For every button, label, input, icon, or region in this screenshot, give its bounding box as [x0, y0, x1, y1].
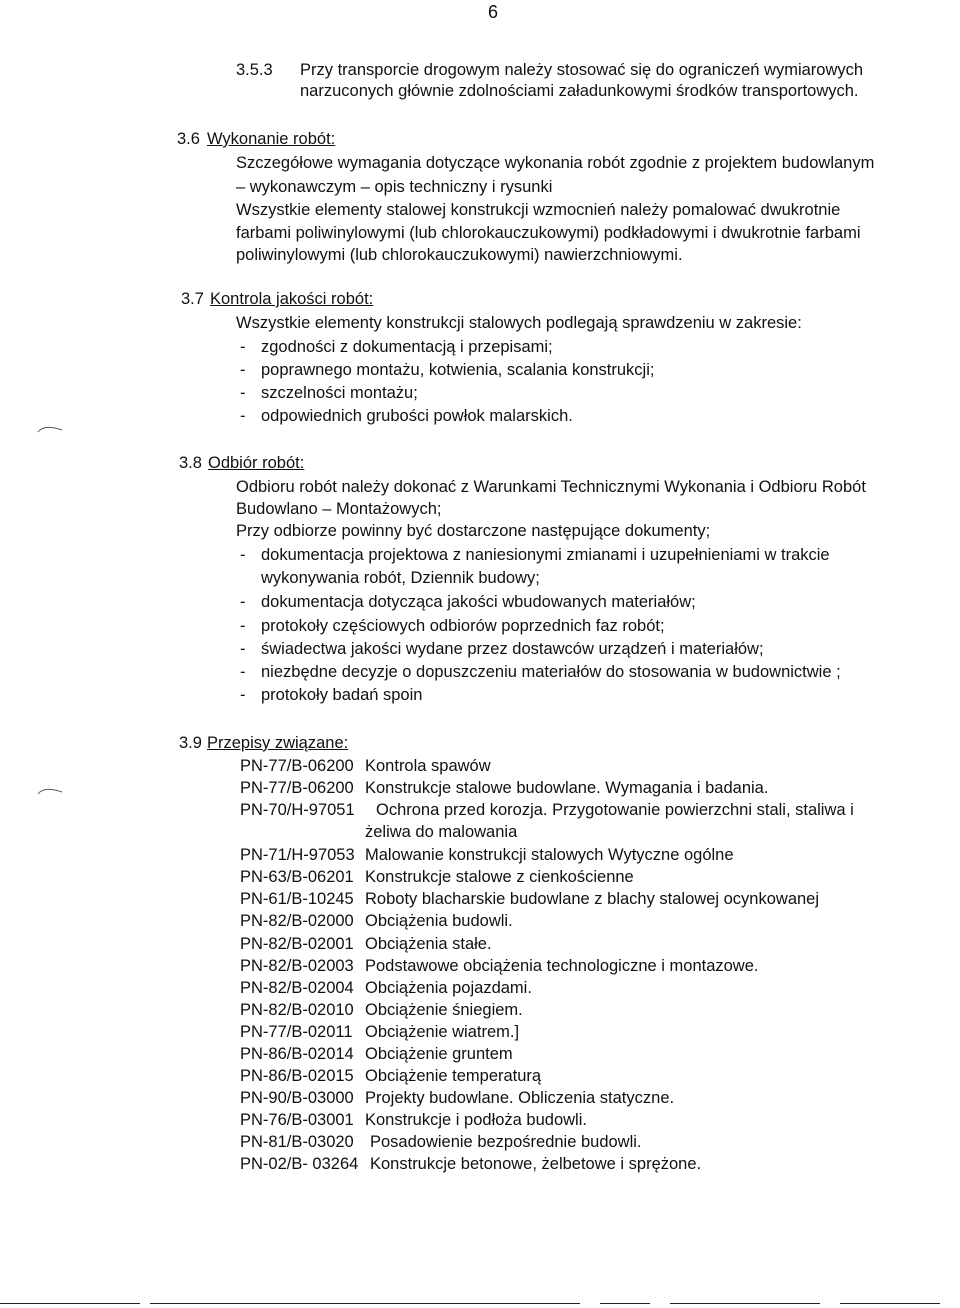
footer-rule — [670, 1303, 820, 1304]
standard-code: PN-76/B-03001 — [240, 1111, 354, 1129]
section-3-7-number: 3.7 — [181, 290, 204, 308]
standard-code: PN-86/B-02014 — [240, 1045, 354, 1063]
footer-rule — [150, 1303, 580, 1304]
standard-description: Projekty budowlane. Obliczenia statyczne. — [365, 1089, 675, 1107]
list-dash: - — [240, 640, 246, 658]
margin-mark — [36, 782, 66, 796]
list-item: wykonywania robót, Dziennik budowy; — [261, 569, 540, 587]
list-item: odpowiednich grubości powłok malarskich. — [261, 407, 573, 425]
list-dash: - — [240, 338, 246, 356]
section-3-6-number: 3.6 — [177, 130, 200, 148]
standard-description: Obciążenia stałe. — [365, 935, 492, 953]
list-item: świadectwa jakości wydane przez dostawców urządzeń i materiałów; — [261, 640, 764, 658]
list-dash: - — [240, 617, 246, 635]
list-dash: - — [240, 384, 246, 402]
section-3-8-heading: Odbiór robót: — [208, 454, 305, 472]
page-number: 6 — [488, 2, 499, 22]
list-item: niezbędne decyzje o dopuszczeniu materiałów do stosowania w budownictwie ; — [261, 663, 841, 681]
section-3-7-heading: Kontrola jakości robót: — [210, 290, 374, 308]
standard-code: PN-81/B-03020 — [240, 1133, 354, 1151]
standard-code: PN-77/B-06200 — [240, 757, 354, 775]
footer-rule — [0, 1303, 140, 1304]
standard-description: Obciążenia pojazdami. — [365, 979, 532, 997]
standard-code: PN-63/B-06201 — [240, 868, 354, 886]
standard-description: Roboty blacharskie budowlane z blachy stalowej ocynkowanej — [365, 890, 820, 908]
list-item: dokumentacja dotycząca jakości wbudowanych materiałów; — [261, 593, 696, 611]
standard-code: PN-82/B-02003 — [240, 957, 354, 975]
list-item: poprawnego montażu, kotwienia, scalania konstrukcji; — [261, 361, 655, 379]
standard-description: Konstrukcje stalowe budowlane. Wymagania i badania. — [365, 779, 769, 797]
standard-code: PN-82/B-02004 — [240, 979, 354, 997]
section-3-5-3-line: Przy transporcie drogowym należy stosować się do ograniczeń wymiarowych — [300, 61, 864, 79]
section-3-8-intro: Przy odbiorze powinny być dostarczone następujące dokumenty; — [236, 522, 711, 540]
list-dash: - — [240, 407, 246, 425]
list-item: protokoły badań spoin — [261, 686, 423, 704]
standard-code: PN-77/B-02011 — [240, 1023, 353, 1041]
list-dash: - — [240, 663, 246, 681]
section-3-8-number: 3.8 — [179, 454, 202, 472]
standard-code: PN-70/H-97051 — [240, 801, 355, 819]
section-3-8-intro: Budowlano – Montażowych; — [236, 500, 442, 518]
standard-description: Podstawowe obciążenia technologiczne i montazowe. — [365, 957, 759, 975]
section-3-6-line: – wykonawczym – opis techniczny i rysunki — [236, 178, 553, 196]
standard-description: żeliwa do malowania — [365, 823, 518, 841]
standard-description: Obciążenie śniegiem. — [365, 1001, 523, 1019]
section-3-8-intro: Odbioru robót należy dokonać z Warunkami Technicznymi Wykonania i Odbioru Robót — [236, 478, 866, 496]
standard-description: Obciążenia budowli. — [365, 912, 513, 930]
standard-description: Posadowienie bezpośrednie budowli. — [370, 1133, 642, 1151]
section-3-6-line: poliwinylowymi (lub chlorokauczukowymi) nawierzchniowymi. — [236, 246, 683, 264]
standard-code: PN-90/B-03000 — [240, 1089, 354, 1107]
list-dash: - — [240, 686, 246, 704]
list-dash: - — [240, 361, 246, 379]
list-item: szczelności montażu; — [261, 384, 418, 402]
standard-code: PN-82/B-02000 — [240, 912, 354, 930]
standard-description: Malowanie konstrukcji stalowych Wytyczne ogólne — [365, 846, 734, 864]
standard-code: PN-77/B-06200 — [240, 779, 354, 797]
standard-description: Ochrona przed korozja. Przygotowanie powierzchni stali, staliwa i — [376, 801, 854, 819]
standard-description: Obciążenie gruntem — [365, 1045, 513, 1063]
standard-code: PN-82/B-02001 — [240, 935, 354, 953]
section-3-6-line: Szczegółowe wymagania dotyczące wykonania robót zgodnie z projektem budowlanym — [236, 154, 875, 172]
standard-code: PN-86/B-02015 — [240, 1067, 354, 1085]
list-item: protokoły częściowych odbiorów poprzednich faz robót; — [261, 617, 665, 635]
standard-code: PN-82/B-02010 — [240, 1001, 354, 1019]
section-3-5-3-number: 3.5.3 — [236, 61, 273, 79]
list-item: zgodności z dokumentacją i przepisami; — [261, 338, 553, 356]
standard-code: PN-71/H-97053 — [240, 846, 355, 864]
list-dash: - — [240, 593, 246, 611]
standard-description: Konstrukcje stalowe z cienkościenne — [365, 868, 634, 886]
section-3-9-heading: Przepisy związane: — [207, 734, 349, 752]
section-3-6-line: Wszystkie elementy stalowej konstrukcji wzmocnień należy pomalować dwukrotnie — [236, 201, 841, 219]
list-item: dokumentacja projektowa z naniesionymi zmianami i uzupełnieniami w trakcie — [261, 546, 830, 564]
standard-description: Obciążenie wiatrem.] — [365, 1023, 520, 1041]
standard-description: Obciążenie temperaturą — [365, 1067, 542, 1085]
footer-rule — [600, 1303, 650, 1304]
section-3-6-line: farbami poliwinylowymi (lub chlorokauczukowymi) podkładowymi i dwukrotnie farbami — [236, 224, 861, 242]
standard-description: Kontrola spawów — [365, 757, 491, 775]
section-3-9-number: 3.9 — [179, 734, 202, 752]
standard-description: Konstrukcje betonowe, żelbetowe i sprężone. — [370, 1155, 702, 1173]
section-3-5-3-line: narzuconych głównie zdolnościami załadunkowymi środków transportowych. — [300, 82, 859, 100]
standard-code: PN-02/B- 03264 — [240, 1155, 359, 1173]
standard-code: PN-61/B-10245 — [240, 890, 354, 908]
section-3-7-intro: Wszystkie elementy konstrukcji stalowych podlegają sprawdzeniu w zakresie: — [236, 314, 802, 332]
margin-mark — [36, 420, 66, 434]
list-dash: - — [240, 546, 246, 564]
section-3-6-heading: Wykonanie robót: — [207, 130, 336, 148]
standard-description: Konstrukcje i podłoża budowli. — [365, 1111, 587, 1129]
footer-rule — [840, 1303, 940, 1304]
